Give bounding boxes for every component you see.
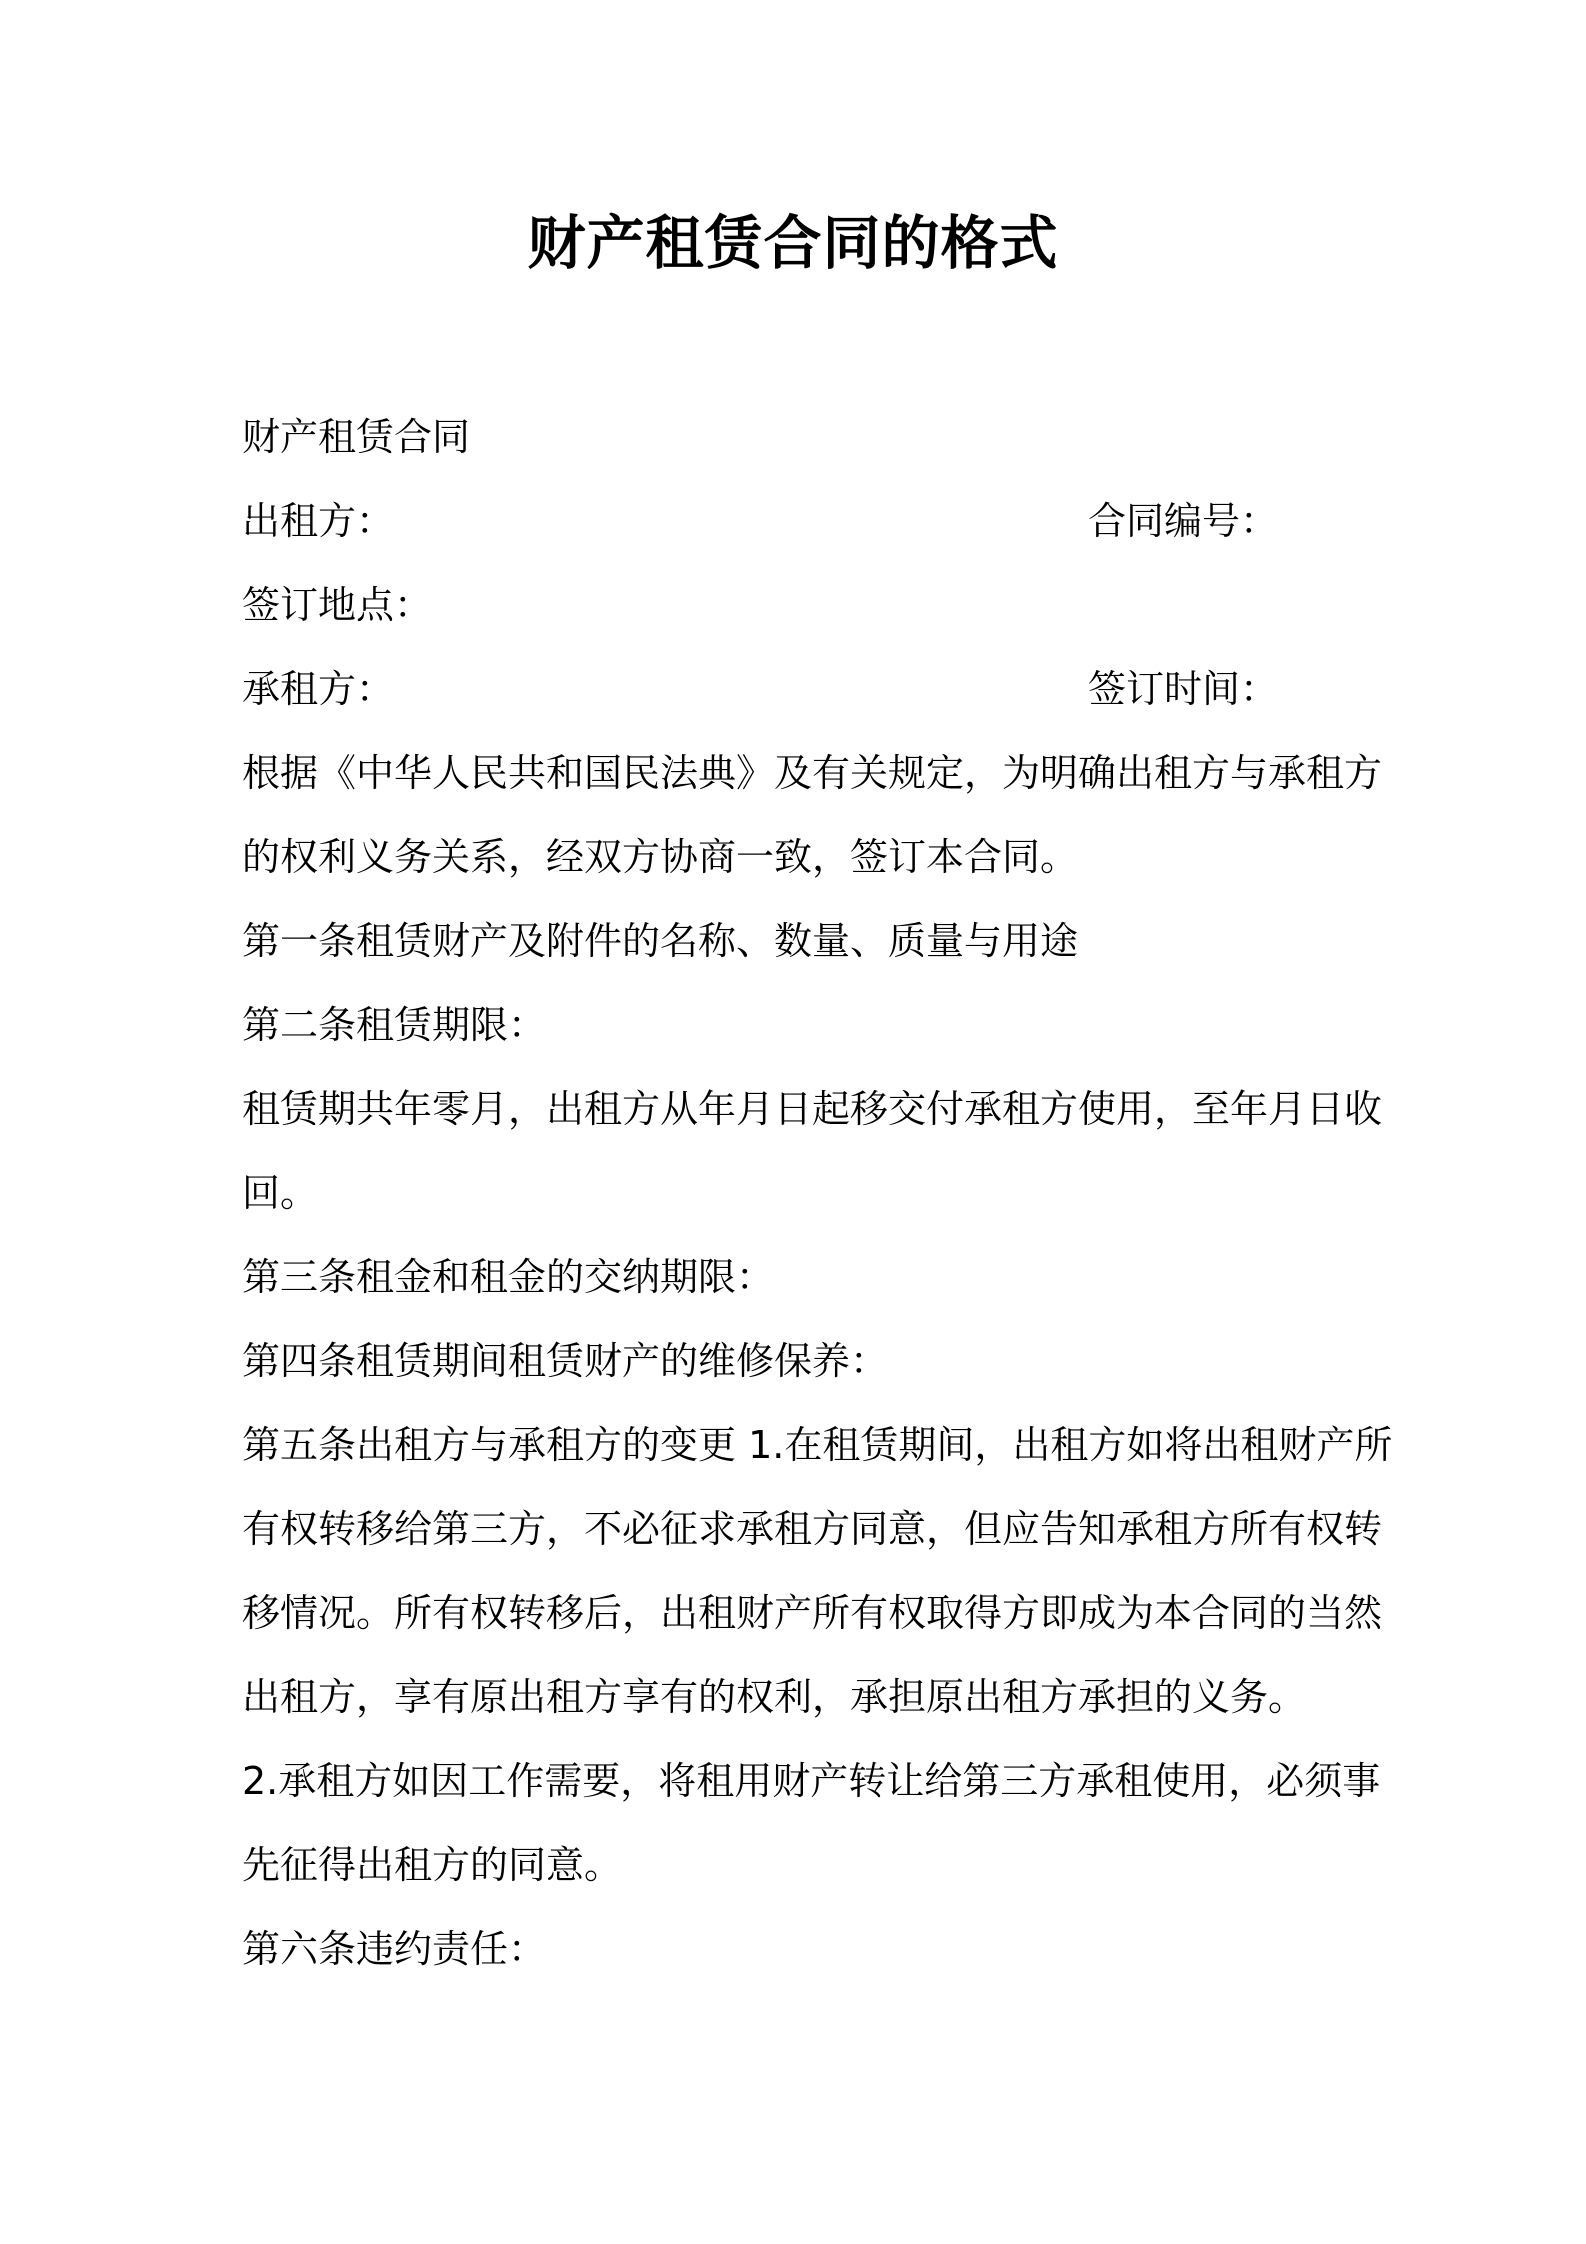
document-title: 财产租赁合同的格式 [527, 209, 1059, 277]
paragraph-line: 根据《中华人民共和国民法典》及有关规定，为明确出租方与承租方 [242, 751, 1383, 795]
contract-number-label: 合同编号： [1088, 499, 1279, 543]
article-2: 第二条租赁期限： [242, 1003, 547, 1047]
paragraph-line: 回。 [242, 1171, 319, 1215]
article-3: 第三条租金和租金的交纳期限： [242, 1255, 775, 1299]
article-1: 第一条租赁财产及附件的名称、数量、质量与用途 [242, 919, 1079, 963]
paragraph-line: 租赁期共年零月，出租方从年月日起移交付承租方使用，至年月日收 [242, 1087, 1383, 1131]
paragraph-line: 先征得出租方的同意。 [242, 1843, 623, 1887]
article-4: 第四条租赁期间租赁财产的维修保养： [242, 1339, 889, 1383]
article-5: 第五条出租方与承租方的变更 1.在租赁期间，出租方如将出租财产所 [242, 1423, 1393, 1467]
sign-place-label: 签订地点： [242, 583, 433, 627]
paragraph-line: 出租方，享有原出租方享有的权利，承担原出租方承担的义务。 [242, 1675, 1307, 1719]
paragraph-line: 的权利义务关系，经双方协商一致，签订本合同。 [242, 835, 1079, 879]
paragraph-line: 移情况。所有权转移后，出租财产所有权取得方即成为本合同的当然 [242, 1591, 1383, 1635]
lessee-label: 承租方： [242, 667, 395, 711]
contract-subtitle: 财产租赁合同 [242, 415, 471, 459]
sign-time-label: 签订时间： [1088, 667, 1279, 711]
paragraph-line: 有权转移给第三方，不必征求承租方同意，但应告知承租方所有权转 [242, 1507, 1383, 1551]
paragraph-line: 2.承租方如因工作需要，将租用财产转让给第三方承租使用，必须事 [242, 1759, 1381, 1803]
lessor-label: 出租方： [242, 499, 395, 543]
article-6: 第六条违约责任： [242, 1927, 547, 1971]
